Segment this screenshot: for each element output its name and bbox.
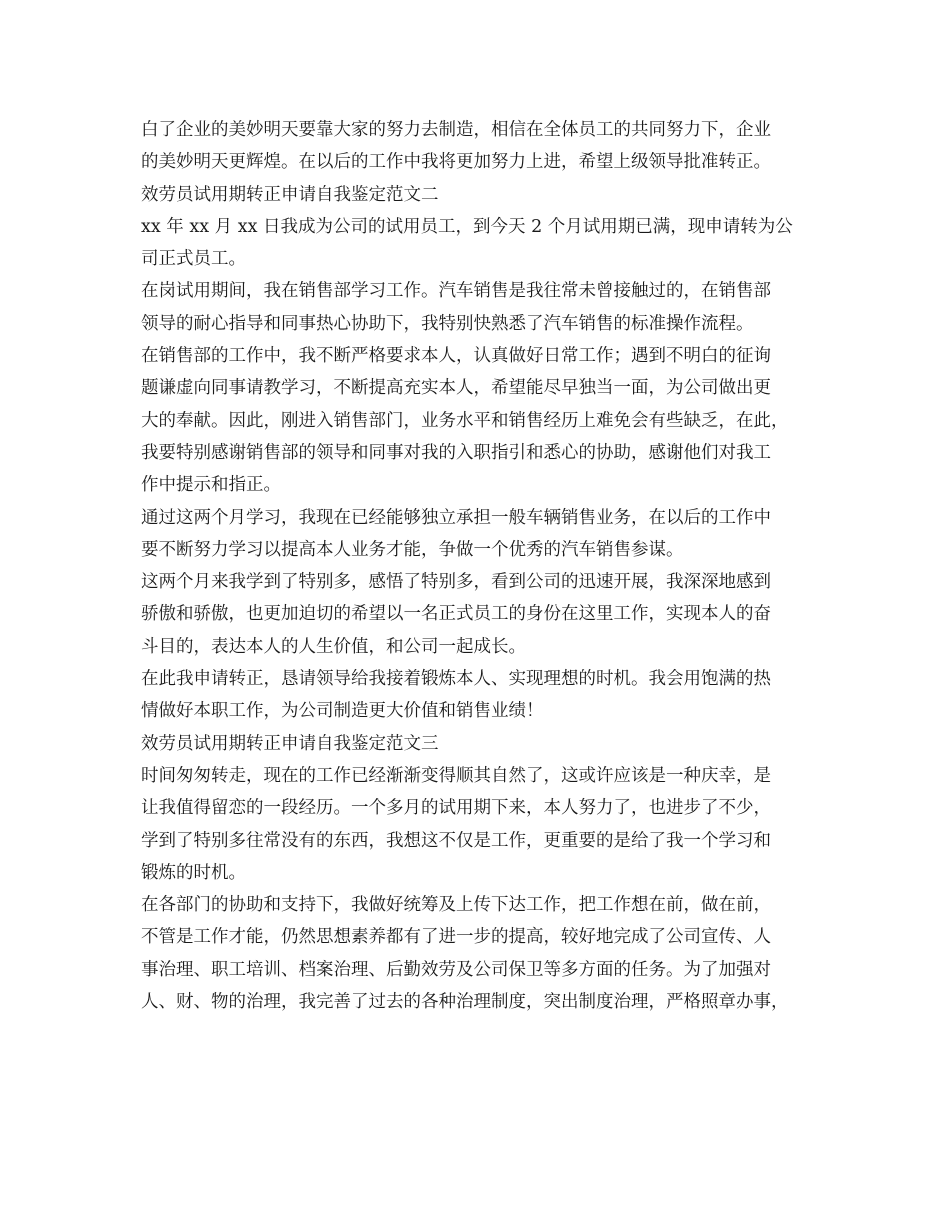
text-line: 锻炼的时机。 (141, 862, 246, 883)
text-line: 白了企业的美妙明天要靠大家的努力去制造，相信在全体员工的共同努力下，企业 (141, 120, 771, 140)
text-line: 斗目的，表达本人的人生价值，和公司一起成长。 (141, 636, 526, 657)
text-line: 情做好本职工作，为公司制造更大价值和销售业绩！ (141, 701, 544, 722)
text-line: 要不断努力学习以提高本人业务才能，争做一个优秀的汽车销售参谋。 (141, 539, 684, 560)
text-line: 作中提示和指正。 (141, 475, 281, 496)
section-heading: 效劳员试用期转正申请自我鉴定范文二 (141, 184, 439, 205)
text-line: 事治理、职工培训、档案治理、后勤效劳及公司保卫等多方面的任务。为了加强对 (141, 959, 771, 980)
section-heading: 效劳员试用期转正申请自我鉴定范文三 (141, 733, 439, 754)
text-line: 在销售部的工作中，我不断严格要求本人，认真做好日常工作；遇到不明白的征询 (141, 346, 771, 367)
document-body (141, 114, 821, 1018)
text-line: 我要特别感谢销售部的领导和同事对我的入职指引和悉心的协助，感谢他们对我工 (141, 442, 771, 463)
text-line: 通过这两个月学习，我现在已经能够独立承担一般车辆销售业务，在以后的工作中 (141, 507, 771, 528)
text-line: 司正式员工。 (141, 249, 246, 270)
text-line: 让我值得留恋的一段经历。一个多月的试用期下来，本人努力了，也进步了不少， (141, 798, 771, 819)
text-line: xx 年 xx 月 xx 日我成为公司的试用员工，到今天 2 个月试用期已满，现申请转为公 (141, 216, 793, 237)
text-line: 在岗试用期间，我在销售部学习工作。汽车销售是我往常未曾接触过的，在销售部 (141, 281, 771, 302)
text-line: 大的奉献。因此，刚进入销售部门，业务水平和销售经历上难免会有些缺乏，在此， (141, 410, 789, 431)
text-line: 骄傲和骄傲，也更加迫切的希望以一名正式员工的身份在这里工作，实现本人的奋 (141, 604, 771, 625)
text-line: 学到了特别多往常没有的东西，我想这不仅是工作，更重要的是给了我一个学习和 (141, 830, 771, 851)
text-line: 题谦虚向同事请教学习，不断提高充实本人，希望能尽早独当一面，为公司做出更 (141, 378, 771, 399)
text-line: 在此我申请转正，恳请领导给我接着锻炼本人、实现理想的时机。我会用饱满的热 (141, 669, 771, 690)
text-line: 时间匆匆转走，现在的工作已经渐渐变得顺其自然了，这或许应该是一种庆幸，是 (141, 765, 771, 786)
text-line: 的美妙明天更辉煌。在以后的工作中我将更加努力上进，希望上级领导批准转正。 (141, 152, 771, 173)
text-line: 人、财、物的治理，我完善了过去的各种治理制度，突出制度治理，严格照章办事， (141, 992, 789, 1013)
text-line: 领导的耐心指导和同事热心协助下，我特别快熟悉了汽车销售的标准操作流程。 (141, 313, 754, 334)
text-line: 这两个月来我学到了特别多，感悟了特别多，看到公司的迅速开展，我深深地感到 (141, 572, 771, 593)
text-line: 在各部门的协助和支持下，我做好统筹及上传下达工作，把工作想在前，做在前， (141, 895, 771, 916)
text-line: 不管是工作才能，仍然思想素养都有了进一步的提高，较好地完成了公司宣传、人 (141, 927, 771, 948)
